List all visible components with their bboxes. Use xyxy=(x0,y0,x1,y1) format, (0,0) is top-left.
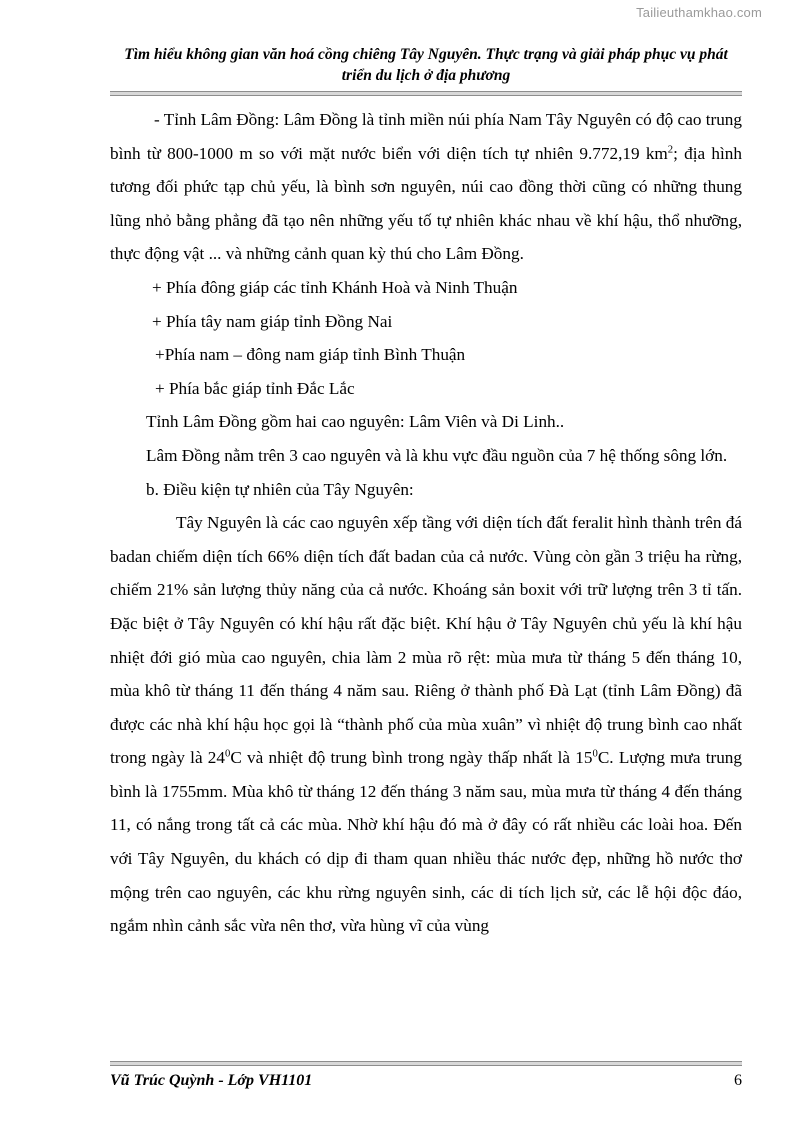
paragraph-text-cont2: C. Lượng mưa trung bình là 1755mm. Mùa khô từ tháng 12 đến tháng 3 năm sau, mùa mưa từ tháng 4 đến tháng 11, có nắng trong tất cả các mùa. Nhờ khí hậu đó mà ở đây có rất nhiều các loài hoa. Đến với Tây Nguyên, du khách có dịp đi tham quan nhiều thác nước đẹp, những hồ nước thơ mộng trên cao nguyên, các khu rừng nguyên sinh, các di tích lịch sử, các lễ hội độc đáo, ngắm nhìn cảnh sắc vừa nên thơ, vừa hùng vĩ của vùng xyxy=(110,748,742,936)
bullet-item-south xyxy=(110,338,742,372)
page-footer xyxy=(110,1061,742,1090)
header-title: Tìm hiểu không gian văn hoá cồng chiêng Tây Nguyên. Thực trạng và giải pháp phục vụ phát triển du lịch ở địa phương xyxy=(124,46,728,84)
superscript-degree-low: 0 xyxy=(592,748,598,760)
paragraph-lam-dong-intro xyxy=(110,103,742,271)
watermark-text: Tailieuthamkhao.com xyxy=(636,5,762,20)
paragraph-text: Lâm Đồng nằm trên 3 cao nguyên và là khu vực đầu nguồn của 7 hệ thống sông lớn. xyxy=(146,445,728,465)
document-body xyxy=(110,103,742,943)
page-header xyxy=(110,44,742,96)
bullet-item-east xyxy=(110,271,742,305)
paragraph-text-cont: C và nhiệt độ trung bình trong ngày thấp nhất là 15 xyxy=(230,748,593,768)
paragraph-river-systems xyxy=(110,439,742,473)
header-divider xyxy=(110,91,742,96)
bullet-item-north xyxy=(110,372,742,406)
bullet-text: + Phía bắc giáp tỉnh Đắc Lắc xyxy=(155,378,355,398)
paragraph-two-plateaus xyxy=(110,405,742,439)
section-heading-text: b. Điều kiện tự nhiên của Tây Nguyên: xyxy=(146,479,414,499)
footer-row xyxy=(110,1072,742,1090)
section-heading-b xyxy=(110,473,742,507)
paragraph-text: - Tỉnh Lâm Đồng: Lâm Đồng là tỉnh miền núi phía Nam Tây Nguyên có độ cao trung bình từ 800-1000 m so với mặt nước biển với diện tích tự nhiên 9.772,19 km xyxy=(110,110,742,163)
superscript-degree-high: 0 xyxy=(225,748,231,760)
bullet-text: + Phía tây nam giáp tỉnh Đồng Nai xyxy=(152,311,393,331)
superscript-km-exponent: 2 xyxy=(667,143,674,155)
footer-page-number: 6 xyxy=(734,1072,742,1089)
paragraph-text: Tây Nguyên là các cao nguyên xếp tầng với diện tích đất feralit hình thành trên đá badan chiếm diện tích 66% diện tích đất badan của cả nước. Vùng còn gần 3 triệu ha rừng, chiếm 21% sản lượng thủy năng của cả nước. Khoáng sản boxit với trữ lượng trên 3 tỉ tấn. Đặc biệt ở Tây Nguyên có khí hậu rất đặc biệt. Khí hậu ở Tây Nguyên chủ yếu là khí hậu nhiệt đới gió mùa cao nguyên, chia làm 2 mùa rõ rệt: mùa mưa từ tháng 5 đến tháng 10, mùa khô từ tháng 11 đến tháng 4 năm sau. Riêng ở thành phố Đà Lạt (tỉnh Lâm Đồng) đã được các nhà khí hậu học gọi là “thành phố của mùa xuân” vì nhiệt độ trung bình cao nhất trong ngày là 24 xyxy=(110,513,742,768)
footer-divider xyxy=(110,1061,742,1066)
paragraph-text-cont: ; địa hình tương đối phức tạp chủ yếu, là bình sơn nguyên, núi cao đồng thời cũng có những thung lũng nhỏ bằng phẳng đã tạo nên những yếu tố tự nhiên khác nhau về khí hậu, thổ nhưỡng, thực động vật ... và những cảnh quan kỳ thú cho Lâm Đồng. xyxy=(110,143,742,264)
bullet-item-southwest xyxy=(110,305,742,339)
bullet-text: +Phía nam – đông nam giáp tỉnh Bình Thuận xyxy=(155,345,466,365)
paragraph-tay-nguyen-climate xyxy=(110,506,742,943)
paragraph-text: Tỉnh Lâm Đồng gồm hai cao nguyên: Lâm Viên và Di Linh.. xyxy=(146,412,565,432)
footer-author: Vũ Trúc Quỳnh - Lớp VH1101 xyxy=(110,1072,313,1089)
bullet-text: + Phía đông giáp các tỉnh Khánh Hoà và Ninh Thuận xyxy=(152,277,518,297)
